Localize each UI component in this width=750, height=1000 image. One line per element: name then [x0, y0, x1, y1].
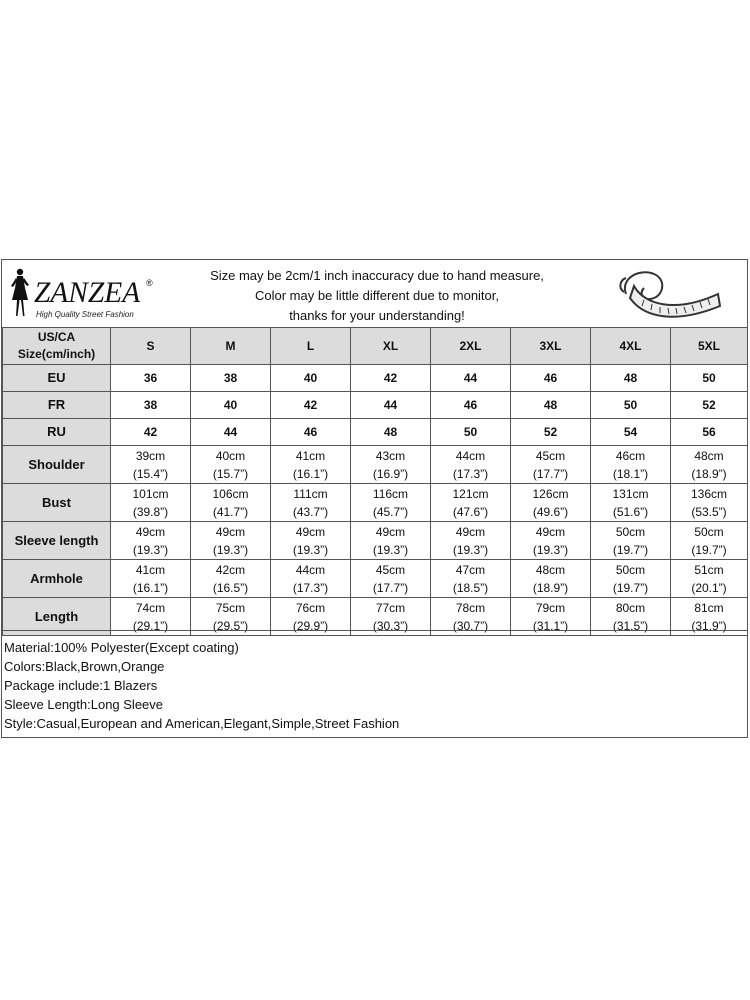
cm-value: 116cm — [372, 486, 409, 501]
table-cell: 48 — [511, 392, 591, 419]
cm-value: 126cm — [532, 486, 569, 501]
cm-value: 78cm — [455, 600, 486, 615]
size-heading: M — [191, 328, 271, 365]
spec-line: Material:100% Polyester(Except coating) — [4, 640, 239, 655]
inch-value: (51.6”) — [612, 504, 649, 519]
cm-value: 39cm — [135, 448, 166, 463]
table-cell — [191, 484, 271, 522]
size-heading: 2XL — [431, 328, 511, 365]
inch-value: (16.1”) — [292, 466, 329, 481]
inch-value: (18.9”) — [691, 466, 727, 481]
table-cell: 38 — [191, 365, 271, 392]
inch-value: (19.3”) — [292, 542, 329, 557]
table-cell — [591, 446, 671, 484]
table-row — [3, 484, 748, 522]
cm-value: 51cm — [694, 562, 724, 577]
inch-value: (29.5”) — [212, 618, 249, 633]
notice-line: Color may be little different due to monitor, — [255, 288, 499, 303]
table-cell — [111, 484, 191, 522]
inch-value: (17.7”) — [372, 580, 409, 595]
table-cell — [671, 522, 748, 560]
table-cell: 38 — [111, 392, 191, 419]
inch-value: (19.7”) — [691, 542, 727, 557]
cm-value: 41cm — [135, 562, 166, 577]
size-header-label — [3, 328, 111, 365]
cm-value: 79cm — [535, 600, 566, 615]
inch-value: (29.1”) — [132, 618, 169, 633]
registered-mark: ® — [146, 278, 153, 288]
size-heading: 4XL — [591, 328, 671, 365]
inch-value: (30.3”) — [372, 618, 409, 633]
woman-silhouette-icon — [6, 266, 36, 322]
header-label-line: US/CA — [37, 330, 76, 344]
table-cell: 36 — [111, 365, 191, 392]
inch-value: (17.3”) — [292, 580, 329, 595]
inch-value: (19.3”) — [452, 542, 489, 557]
cm-value: 80cm — [615, 600, 646, 615]
inch-value: (18.9”) — [532, 580, 569, 595]
row-label: FR — [3, 392, 111, 419]
table-cell — [271, 484, 351, 522]
table-cell: 44 — [191, 419, 271, 446]
size-heading: XL — [351, 328, 431, 365]
table-cell — [351, 522, 431, 560]
header-label-line: Size(cm/inch) — [17, 347, 96, 361]
cm-value: 81cm — [694, 600, 724, 615]
cm-value: 50cm — [694, 524, 724, 539]
cm-value: 77cm — [375, 600, 406, 615]
inch-value: (17.7”) — [532, 466, 569, 481]
inch-value: (47.6”) — [452, 504, 489, 519]
size-heading: 5XL — [671, 328, 748, 365]
cm-value: 136cm — [690, 486, 728, 501]
table-cell — [431, 446, 511, 484]
cm-value: 45cm — [375, 562, 406, 577]
table-cell — [671, 560, 748, 598]
table-cell — [591, 522, 671, 560]
table-cell: 42 — [111, 419, 191, 446]
inch-value: (15.4”) — [132, 466, 169, 481]
table-cell: 46 — [431, 392, 511, 419]
table-cell — [191, 560, 271, 598]
cm-value: 40cm — [215, 448, 246, 463]
size-table — [2, 327, 748, 636]
row-label: RU — [3, 419, 111, 446]
table-row — [3, 419, 748, 446]
table-cell — [111, 522, 191, 560]
table-cell — [511, 446, 591, 484]
cm-value: 74cm — [135, 600, 166, 615]
table-cell: 44 — [351, 392, 431, 419]
size-chart — [1, 259, 748, 738]
table-cell: 48 — [351, 419, 431, 446]
table-cell — [431, 560, 511, 598]
inch-value: (16.5”) — [212, 580, 249, 595]
cm-value: 131cm — [612, 486, 649, 501]
table-cell: 40 — [271, 365, 351, 392]
table-cell — [511, 522, 591, 560]
table-cell: 44 — [431, 365, 511, 392]
table-cell — [191, 522, 271, 560]
inch-value: (16.9”) — [372, 466, 409, 481]
table-row — [3, 560, 748, 598]
row-label: Sleeve length — [3, 522, 111, 560]
size-header-row — [3, 328, 748, 365]
spec-line: Style:Casual,European and American,Elegant,Simple,Street Fashion — [4, 716, 400, 731]
cm-value: 101cm — [132, 486, 169, 501]
cm-value: 45cm — [535, 448, 566, 463]
cm-value: 49cm — [375, 524, 406, 539]
cm-value: 49cm — [535, 524, 566, 539]
inch-value: (30.7”) — [452, 618, 489, 633]
inch-value: (43.7”) — [292, 504, 329, 519]
inch-value: (17.3”) — [452, 466, 489, 481]
cm-value: 50cm — [615, 562, 646, 577]
table-cell — [511, 560, 591, 598]
cm-value: 44cm — [295, 562, 326, 577]
cm-value: 42cm — [215, 562, 246, 577]
inch-value: (19.7”) — [612, 580, 649, 595]
inch-value: (53.5”) — [691, 504, 727, 519]
table-cell — [431, 484, 511, 522]
row-label: Armhole — [3, 560, 111, 598]
inch-value: (19.3”) — [372, 542, 409, 557]
table-cell — [671, 484, 748, 522]
cm-value: 49cm — [455, 524, 486, 539]
row-label: Length — [3, 598, 111, 636]
inch-value: (18.1”) — [612, 466, 649, 481]
table-cell: 50 — [671, 365, 748, 392]
inch-value: (20.1”) — [691, 580, 727, 595]
cm-value: 106cm — [212, 486, 249, 501]
inch-value: (31.9”) — [691, 618, 727, 633]
table-cell: 46 — [511, 365, 591, 392]
table-cell: 40 — [191, 392, 271, 419]
table-cell: 48 — [591, 365, 671, 392]
table-cell — [511, 484, 591, 522]
table-cell: 52 — [671, 392, 748, 419]
inch-value: (19.7”) — [612, 542, 649, 557]
table-cell — [191, 446, 271, 484]
table-row — [3, 392, 748, 419]
cm-value: 111cm — [293, 486, 328, 501]
table-cell — [591, 484, 671, 522]
measuring-tape-icon — [614, 264, 724, 324]
cm-value: 48cm — [694, 448, 724, 463]
table-cell: 50 — [591, 392, 671, 419]
notice-line: Size may be 2cm/1 inch inaccuracy due to hand measure, — [210, 268, 544, 283]
inch-value: (45.7”) — [372, 504, 409, 519]
table-row — [3, 365, 748, 392]
inch-value: (31.1”) — [532, 618, 569, 633]
size-heading: 3XL — [511, 328, 591, 365]
row-label: EU — [3, 365, 111, 392]
table-cell — [351, 560, 431, 598]
cm-value: 49cm — [295, 524, 326, 539]
chart-header — [2, 260, 747, 328]
table-cell — [351, 484, 431, 522]
inch-value: (49.6”) — [532, 504, 569, 519]
table-cell — [591, 560, 671, 598]
brand-tagline: High Quality Street Fashion — [36, 310, 134, 319]
spec-line: Colors:Black,Brown,Orange — [4, 659, 165, 674]
cm-value: 121cm — [452, 486, 489, 501]
cm-value: 49cm — [135, 524, 166, 539]
table-cell: 56 — [671, 419, 748, 446]
brand-logo — [6, 266, 156, 322]
table-cell — [431, 522, 511, 560]
table-cell — [351, 446, 431, 484]
cm-value: 75cm — [215, 600, 246, 615]
inch-value: (19.3”) — [212, 542, 249, 557]
cm-value: 48cm — [535, 562, 566, 577]
inch-value: (15.7”) — [212, 466, 249, 481]
inch-value: (41.7”) — [212, 504, 249, 519]
table-cell: 42 — [271, 392, 351, 419]
disclaimer-notice — [192, 266, 562, 326]
cm-value: 76cm — [295, 600, 326, 615]
cm-value: 43cm — [375, 448, 406, 463]
inch-value: (29.9”) — [292, 618, 329, 633]
table-cell: 50 — [431, 419, 511, 446]
inch-value: (39.8”) — [132, 504, 169, 519]
cm-value: 50cm — [615, 524, 646, 539]
cm-value: 44cm — [455, 448, 486, 463]
spec-line: Sleeve Length:Long Sleeve — [4, 697, 164, 712]
product-specs — [2, 630, 747, 736]
row-label: Shoulder — [3, 446, 111, 484]
cm-value: 49cm — [215, 524, 246, 539]
table-cell — [671, 446, 748, 484]
table-cell: 46 — [271, 419, 351, 446]
table-cell — [271, 446, 351, 484]
table-cell — [111, 446, 191, 484]
inch-value: (16.1”) — [132, 580, 169, 595]
cm-value: 41cm — [295, 448, 326, 463]
table-cell: 52 — [511, 419, 591, 446]
table-cell: 54 — [591, 419, 671, 446]
inch-value: (19.3”) — [132, 542, 169, 557]
size-heading: S — [111, 328, 191, 365]
row-label: Bust — [3, 484, 111, 522]
inch-value: (19.3”) — [532, 542, 569, 557]
spec-line: Package include:1 Blazers — [4, 678, 158, 693]
table-cell — [271, 560, 351, 598]
inch-value: (18.5”) — [452, 580, 489, 595]
notice-line: thanks for your understanding! — [289, 308, 465, 323]
inch-value: (31.5”) — [612, 618, 649, 633]
cm-value: 47cm — [455, 562, 486, 577]
table-cell — [111, 560, 191, 598]
brand-name: ZANZEA — [34, 276, 141, 309]
table-row — [3, 522, 748, 560]
size-heading: L — [271, 328, 351, 365]
cm-value: 46cm — [615, 448, 646, 463]
table-cell: 42 — [351, 365, 431, 392]
table-cell — [271, 522, 351, 560]
table-row — [3, 446, 748, 484]
